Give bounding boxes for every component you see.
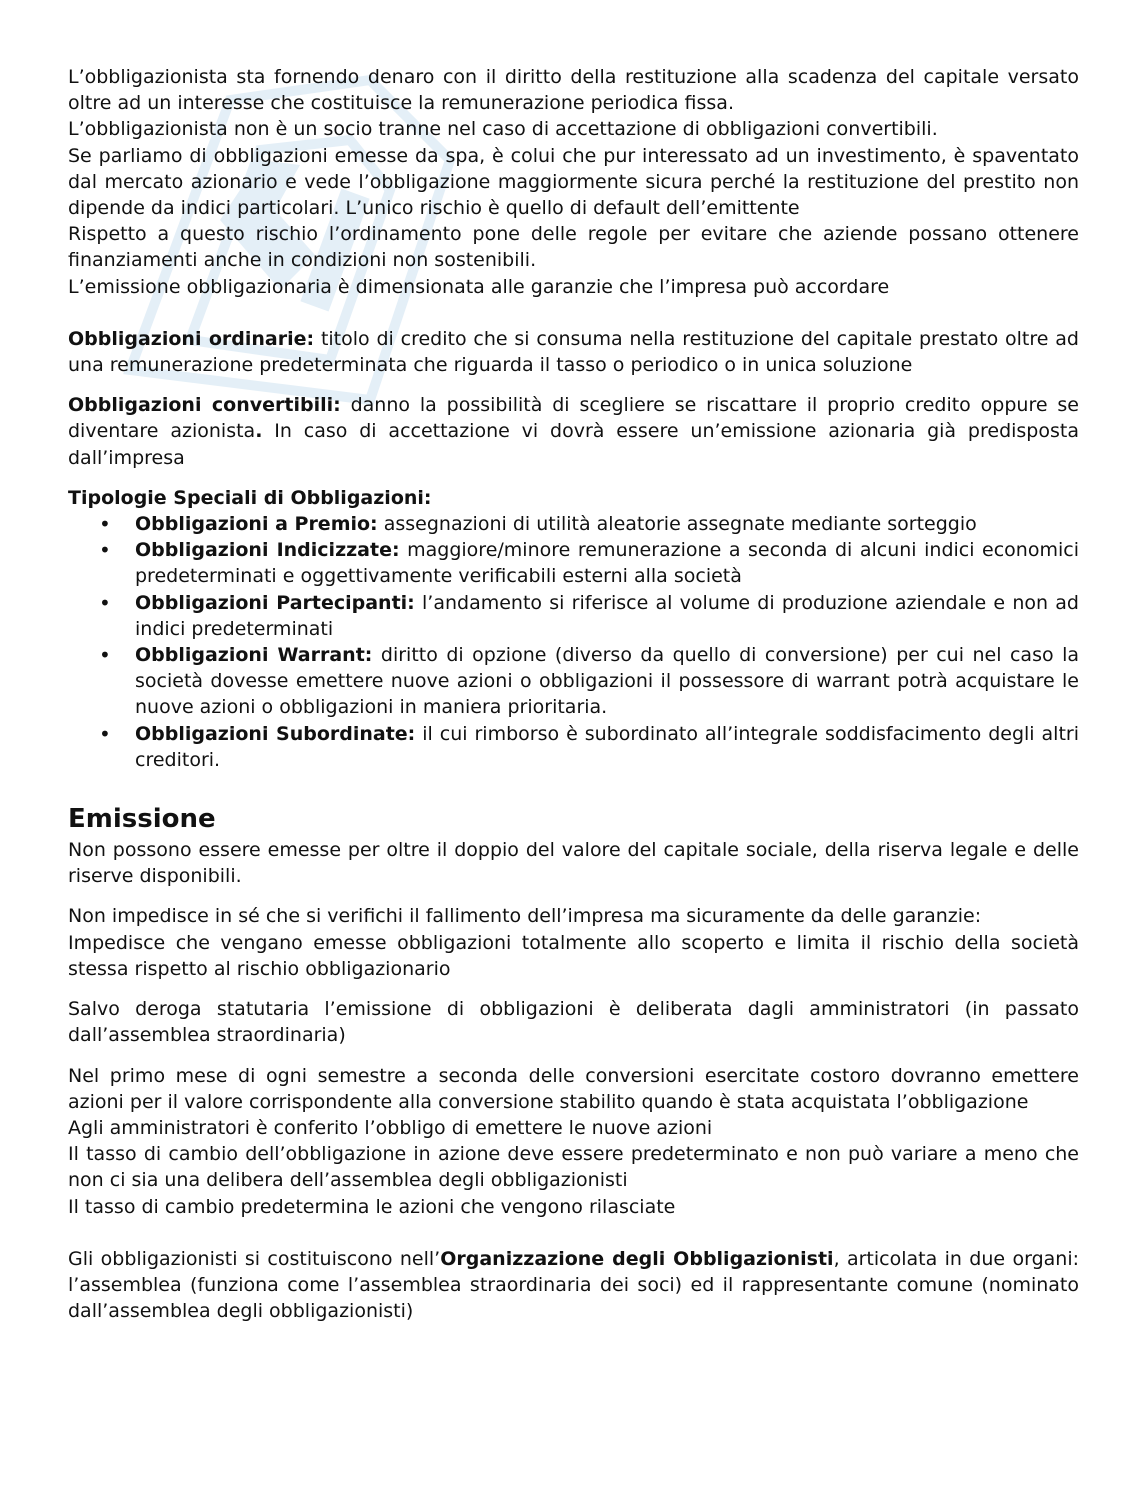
definition-convertibili	[68, 392, 1079, 471]
emissione-paragraph-5: Nel primo mese di ogni semestre a seconda delle conversioni esercitate costoro dovranno emettere azioni per il valore corrispondente alla conversione stabilito quando è stata acquistata l’obbligazione	[68, 1064, 1079, 1113]
intro-paragraph-4: Rispetto a questo rischio l’ordinamento pone delle regole per evitare che aziende possano ottenere finanziamenti anche in condizioni non sostenibili.	[68, 223, 1079, 272]
intro-paragraph-5: L’emissione obbligazionaria è dimensionata alle garanzie che l’impresa può accordare	[68, 275, 890, 298]
list-item: • Obbligazioni Warrant: diritto di opzione (diverso da quello di conversione) per cui nel caso la società dovesse emettere nuove azioni o obbligazioni il possessore di warrant potrà acquistare le nuove azioni o obbligazioni in maniera prioritaria.	[68, 642, 1079, 721]
emissione-paragraph-1: Non possono essere emesse per oltre il doppio del valore del capitale sociale, della riserva legale e delle riserve disponibili.	[68, 839, 1079, 888]
definition-ordinarie	[68, 326, 1079, 378]
document-page	[68, 64, 1079, 1324]
bold-period: .	[255, 420, 263, 443]
emissione-paragraph-2: Non impedisce in sé che si verifichi il fallimento dell’impresa ma sicuramente da delle garanzie:	[68, 905, 982, 928]
list-item: • Obbligazioni Partecipanti: l’andamento si riferisce al volume di produzione aziendale e non ad indici predeterminati	[68, 590, 1079, 642]
text-convertibili-2: In caso di accettazione vi dovrà essere un’emissione azionaria già predisposta dall’impresa	[68, 420, 1079, 469]
speciali-list	[68, 511, 1079, 773]
list-item: • Obbligazioni Subordinate: il cui rimborso è subordinato all’integrale soddisfacimento degli altri creditori.	[68, 721, 1079, 773]
term-organizzazione: Organizzazione degli Obbligazionisti	[440, 1247, 834, 1270]
section-heading-emissione: Emissione	[68, 804, 216, 835]
list-item: • Obbligazioni Indicizzate: maggiore/minore remunerazione a seconda di alcuni indici economici predeterminati e oggettivamente verificabili esterni alla società	[68, 537, 1079, 589]
term-ordinarie: Obbligazioni ordinarie:	[68, 327, 315, 350]
list-item: • Obbligazioni a Premio: assegnazioni di utilità aleatorie assegnate mediante sorteggio	[68, 511, 1079, 537]
intro-paragraph-3: Se parliamo di obbligazioni emesse da spa, è colui che pur interessato ad un investimento, è spaventato dal mercato azionario e vede l’obbligazione maggiormente sicura perché la restituzione del prestito non dipende da indici particolari. L’unico rischio è quello di default dell’emittente	[68, 144, 1079, 220]
term-convertibili: Obbligazioni convertibili:	[68, 394, 341, 417]
emissione-paragraph-8: Il tasso di cambio predetermina le azioni che vengono rilasciate	[68, 1195, 676, 1218]
organizzazione-paragraph: Gli obbligazionisti si costituiscono nell’Organizzazione degli Obbligazionisti, articolata in due organi: l’assemblea (funziona come l’assemblea straordinaria dei soci) ed il rappresentante comune (nominato dall’assemblea degli obbligazionisti)	[68, 1247, 1080, 1323]
speciali-title: Tipologie Speciali di Obbligazioni:	[68, 486, 432, 509]
text-convertibili-1: danno la possibilità di scegliere se riscattare il proprio credito oppure se diventare azionista	[68, 394, 1079, 443]
emissione-paragraph-7: Il tasso di cambio dell’obbligazione in azione deve essere predeterminato e non può variare a meno che non ci sia una delibera dell’assemblea degli obbligazionisti	[68, 1143, 1079, 1192]
emissione-paragraph-4: Salvo deroga statutaria l’emissione di obbligazioni è deliberata dagli amministratori (in passato dall’assemblea straordinaria)	[68, 998, 1079, 1047]
emissione-paragraph-3: Impedisce che vengano emesse obbligazioni totalmente allo scoperto e limita il rischio della società stessa rispetto al rischio obbligazionario	[68, 931, 1079, 980]
text-ordinarie: titolo di credito che si consuma nella restituzione del capitale prestato oltre ad una remunerazione predeterminata che riguarda il tasso o periodico o in unica soluzione	[68, 327, 1079, 377]
intro-paragraph-2: L’obbligazionista non è un socio tranne nel caso di accettazione di obbligazioni convertibili.	[68, 118, 938, 141]
emissione-paragraph-6: Agli amministratori è conferito l’obbligo di emettere le nuove azioni	[68, 1116, 713, 1139]
intro-paragraph-1: L’obbligazionista sta fornendo denaro con il diritto della restituzione alla scadenza del capitale versato oltre ad un interesse che costituisce la remunerazione periodica fissa.	[68, 66, 1079, 115]
